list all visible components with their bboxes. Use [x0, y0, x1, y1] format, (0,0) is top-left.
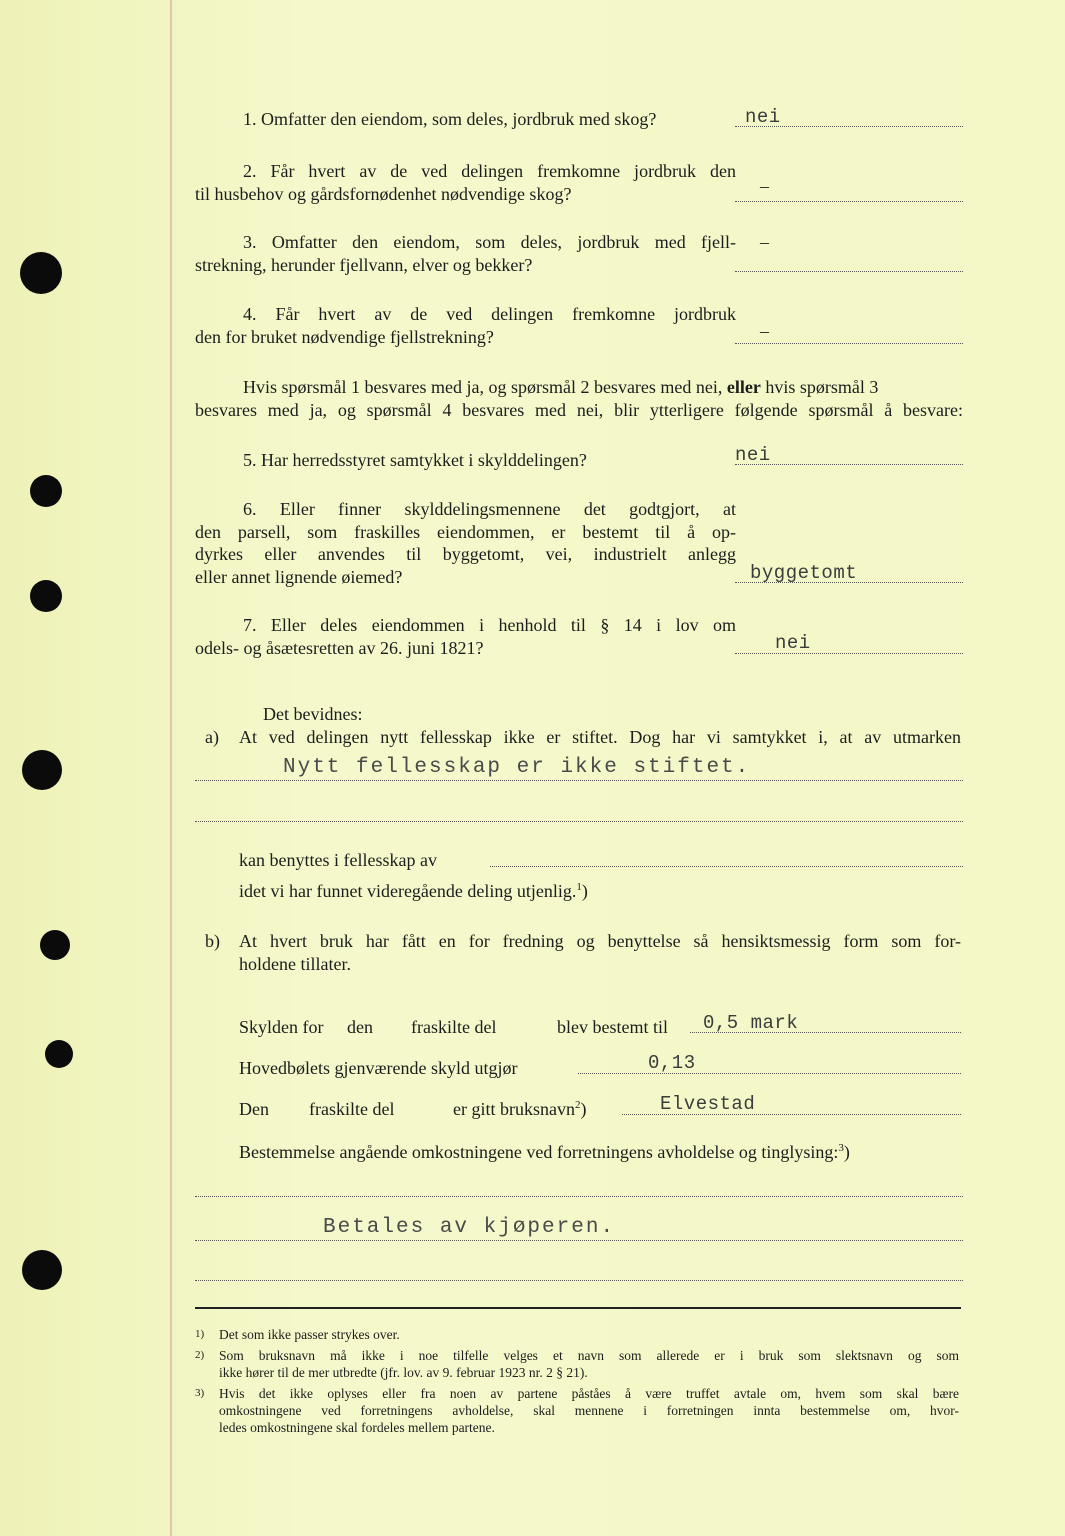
answer-line — [735, 653, 963, 654]
answer-line — [735, 343, 963, 344]
fill-line — [195, 1240, 963, 1241]
costs-text: Bestemmelse angående omkostningene ved forretningens avholdelse og tinglysing: — [239, 1142, 839, 1162]
footnote-1 — [195, 1326, 965, 1343]
question-6-line1: 6. Eller finner skylddelingsmennene det godtgjort, at — [243, 499, 736, 519]
question-6-line2: den parsell, som fraskilles eiendommen, er bestemt til å op- — [195, 522, 736, 542]
question-4-line2: den for bruket nødvendige fjellstrekning? — [195, 327, 494, 347]
answer-1: nei — [745, 106, 781, 128]
remaining-value: 0,13 — [648, 1052, 696, 1074]
attest-b-line2: holdene tillater. — [239, 954, 351, 974]
footnote-2 — [195, 1347, 965, 1383]
attest-a-typed: Nytt fellesskap er ikke stiftet. — [283, 756, 751, 779]
footnote-ref-3: 3 — [838, 1142, 844, 1154]
binder-hole — [20, 252, 62, 294]
skyld-word-2: den — [347, 1017, 373, 1037]
answer-7: nei — [775, 632, 811, 654]
question-6-line4: eller annet lignende øiemed? — [195, 567, 403, 587]
footnote-3-line1: Hvis det ikke oplyses eller fra noen av partene påståes å være truffet avtale om, hvem som skal bære — [219, 1386, 959, 1401]
question-7-line1: 7. Eller deles eiendommen i henhold til § 14 i lov om — [243, 615, 736, 635]
name-label: er gitt bruksnavn — [453, 1099, 575, 1119]
footnote-3 — [195, 1385, 965, 1439]
condition-line1 — [243, 376, 878, 398]
attest-b-line1: At hvert bruk har fått en for fredning og benyttelse så hensiktsmessig form som for- — [239, 931, 961, 951]
footnote-ref-1: 1 — [576, 881, 582, 893]
name-word-2: fraskilte del — [309, 1099, 395, 1119]
fill-line — [195, 1196, 963, 1197]
footnote-2-line2: ikke hører til de mer utbredte (jfr. lov. av 9. februar 1923 nr. 2 § 21). — [219, 1365, 588, 1380]
question-1: 1. Omfatter den eiendom, som deles, jordbruk med skog? — [243, 109, 657, 129]
footnote-2-body — [219, 1347, 959, 1381]
further-division-text: idet vi har funnet videregående deling utjenlig.$^1$) — [239, 881, 588, 901]
binder-hole — [22, 750, 62, 790]
attest-a-text: At ved delingen nytt fellesskap ikke er stiftet. Dog har vi samtykket i, at av utmarken — [239, 727, 961, 747]
answer-line — [735, 201, 963, 202]
condition-text-b: hvis spørsmål 3 — [765, 377, 879, 397]
answer-4: – — [760, 321, 769, 341]
question-5: 5. Har herredsstyret samtykket i skylddelingen? — [243, 450, 587, 470]
answer-6: byggetomt — [750, 562, 858, 584]
footnote-1-mark: 1) — [195, 1328, 205, 1340]
footnote-2-mark: 2) — [195, 1349, 205, 1361]
attest-heading: Det bevidnes: — [263, 704, 363, 724]
footnote-3-body — [219, 1385, 959, 1436]
condition-bold: eller — [726, 377, 761, 397]
question-3-line1: 3. Omfatter den eiendom, som deles, jordbruk med fjell- — [243, 232, 736, 252]
footnote-1-text: Det som ikke passer strykes over. — [219, 1327, 400, 1342]
condition-line2: besvares med ja, og spørsmål 4 besvares med nei, blir ytterligere følgende spørsmål å besvare: — [195, 400, 963, 420]
name-word-3 — [453, 1098, 586, 1120]
skyld-word-4: blev bestemt til — [557, 1017, 668, 1037]
binder-hole — [22, 1250, 62, 1290]
margin-line — [170, 0, 172, 1536]
question-4-line1: 4. Får hvert av de ved delingen fremkomne jordbruk — [243, 304, 736, 324]
question-3-line2: strekning, herunder fjellvann, elver og bekker? — [195, 255, 533, 275]
footnote-ref-2: 2 — [574, 1099, 581, 1111]
footnote-2-line1: Som bruksnavn må ikke i noe tilfelle velges et navn som allerede er i bruk som slektsnavn og som — [219, 1348, 959, 1363]
binder-hole — [30, 475, 62, 507]
binder-hole — [45, 1040, 73, 1068]
footnote-rule — [195, 1307, 961, 1309]
name-label-close: ) — [580, 1099, 587, 1119]
binder-hole — [30, 580, 62, 612]
question-2-line2: til husbehov og gårdsfornødenhet nødvendige skog? — [195, 184, 572, 204]
skyld-word-1: Skylden for — [239, 1017, 324, 1037]
fill-line — [490, 866, 963, 867]
attest-b-label: b) — [205, 931, 220, 951]
fill-line — [195, 1280, 963, 1281]
remaining-label: Hovedbølets gjenværende skyld utgjør — [239, 1058, 518, 1078]
skyld-word-3: fraskilte del — [411, 1017, 497, 1037]
fill-line — [195, 821, 963, 822]
footnote-3-line2: omkostningene ved forretningens avholdelse, skal mennene i forretningen innta bestemmelse om, hvor- — [219, 1403, 959, 1418]
name-value: Elvestad — [660, 1093, 756, 1115]
attest-a-label: a) — [205, 727, 219, 747]
name-word-1: Den — [239, 1099, 269, 1119]
question-6-line3: dyrkes eller anvendes til byggetomt, vei, industrielt anlegg — [195, 544, 736, 564]
answer-line — [735, 271, 963, 272]
shared-use-label: kan benyttes i fellesskap av — [239, 850, 437, 870]
answer-3: – — [760, 232, 769, 252]
costs-value: Betales av kjøperen. — [323, 1216, 616, 1239]
binder-hole — [40, 930, 70, 960]
condition-text-a: Hvis spørsmål 1 besvares med ja, og spørsmål 2 besvares med nei, — [243, 377, 723, 397]
answer-5: nei — [735, 444, 771, 466]
footnote-3-line3: ledes omkostningene skal fordeles mellem partene. — [219, 1420, 495, 1435]
question-7-line2: odels- og åsætesretten av 26. juni 1821? — [195, 638, 484, 658]
further-text: idet vi har funnet videregående deling utjenlig. — [239, 881, 577, 901]
answer-2: – — [760, 176, 769, 196]
skyld-value: 0,5 mark — [703, 1012, 799, 1034]
question-2-line1: 2. Får hvert av de ved delingen fremkomne jordbruk den — [243, 161, 736, 181]
footnote-3-mark: 3) — [195, 1387, 205, 1399]
answer-line — [578, 1073, 961, 1074]
fill-line — [195, 780, 963, 781]
costs-label: Bestemmelse angående omkostningene ved forretningens avholdelse og tinglysing:$^3$) — [239, 1142, 850, 1162]
